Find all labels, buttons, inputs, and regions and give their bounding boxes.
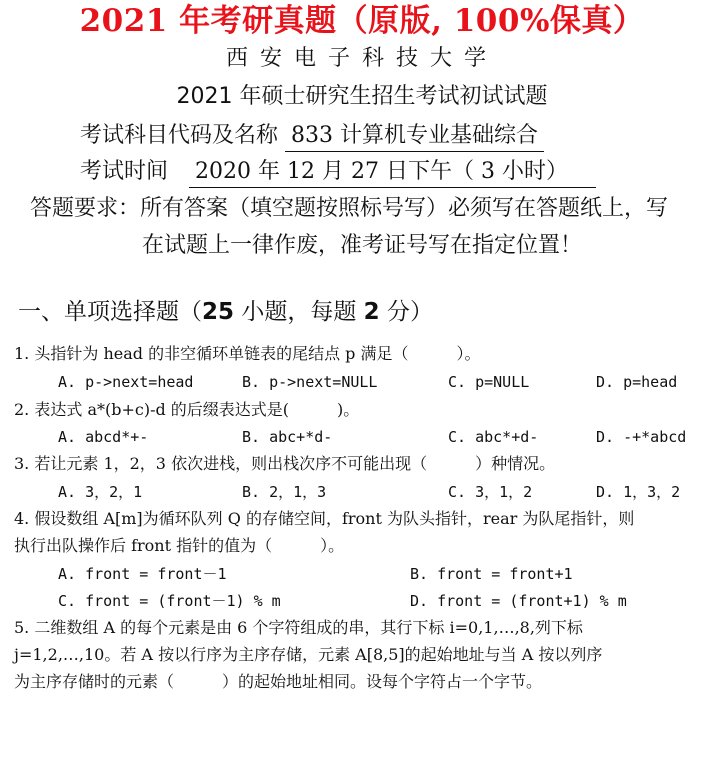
question-2-line-1: 2. 表达式 a*(b+c)-d 的后缀表达式是( )。 (14, 400, 360, 419)
question-2-option-b: B. abc+*d- (242, 428, 333, 446)
question-2-option-c: C. abc*+d- (448, 428, 539, 446)
question-3-option-b: B. 2，1，3 (242, 483, 327, 501)
question-5-line-1: 5. 二维数组 A 的每个元素是由 6 个字符组成的串，其行下标 i=0,1,…,8,列下标 (14, 618, 583, 637)
time-value: 2020 年 12 月 27 日下午（ 3 小时） (189, 157, 596, 188)
section-score: 2 (363, 299, 380, 325)
section-heading (18, 296, 433, 328)
requirement-line-2: 在试题上一律作废，准考证号写在指定位置！ (141, 233, 582, 258)
question-4-option-c: C. front = (front－1) % m (58, 592, 281, 610)
question-4-option-a: A. front = front－1 (58, 565, 227, 583)
question-2-option-a: A. abcd*+- (58, 428, 149, 446)
subject-value: 833 计算机专业基础综合 (285, 121, 544, 152)
question-2-option-d: D. -+*abcd (596, 428, 687, 446)
time-row (80, 157, 596, 188)
requirement-line-1: 答题要求：所有答案（填空题按照标号写）必须写在答题纸上，写 (30, 196, 669, 221)
question-5-line-3: 为主序存储时的元素（ ）的起始地址相同。设每个字符占一个字节。 (14, 672, 543, 691)
question-3-option-a: A. 3，2，1 (58, 483, 143, 501)
exam-title: 2021 年硕士研究生招生考试初试试题 (176, 84, 548, 109)
time-label: 考试时间 (80, 159, 169, 184)
banner-title: 2021 年考研真题（原版, 100%保真） (79, 3, 645, 39)
question-4-line-2: 执行出队操作后 front 指针的值为（ ）。 (14, 536, 345, 555)
question-4-line-1: 4. 假设数组 A[m]为循环队列 Q 的存储空间，front 为队头指针，rear 为队尾指针，则 (14, 509, 635, 528)
question-1-option-a: A. p->next=head (58, 373, 194, 391)
question-1-line-1: 1. 头指针为 head 的非空循环单链表的尾结点 p 满足（ ）。 (14, 344, 481, 363)
question-1-option-d: D. p=head (596, 373, 678, 391)
university-name: 西安电子科技大学 (225, 46, 498, 71)
section-suffix: 分） (379, 299, 433, 325)
section-mid: 小题，每题 (234, 299, 364, 325)
subject-row (80, 121, 544, 152)
question-4-option-b: B. front = front+1 (410, 565, 573, 583)
question-3-line-1: 3. 若让元素 1，2，3 依次进栈，则出栈次序不可能出现（ ）种情况。 (14, 454, 556, 473)
question-5-line-2: j=1,2,…,10。若 A 按以行序为主序存储，元素 A[8,5]的起始地址与当 A 按以列序 (14, 645, 603, 664)
subject-label: 考试科目代码及名称 (80, 123, 279, 148)
question-1-option-b: B. p->next=NULL (242, 373, 378, 391)
section-prefix: 一、单项选择题（ (18, 299, 202, 325)
question-3-option-c: C. 3，1，2 (448, 483, 533, 501)
section-count: 25 (202, 299, 235, 325)
question-4-option-d: D. front = (front+1) % m (410, 592, 627, 610)
question-3-option-d: D. 1，3，2 (596, 483, 681, 501)
question-1-option-c: C. p=NULL (448, 373, 530, 391)
